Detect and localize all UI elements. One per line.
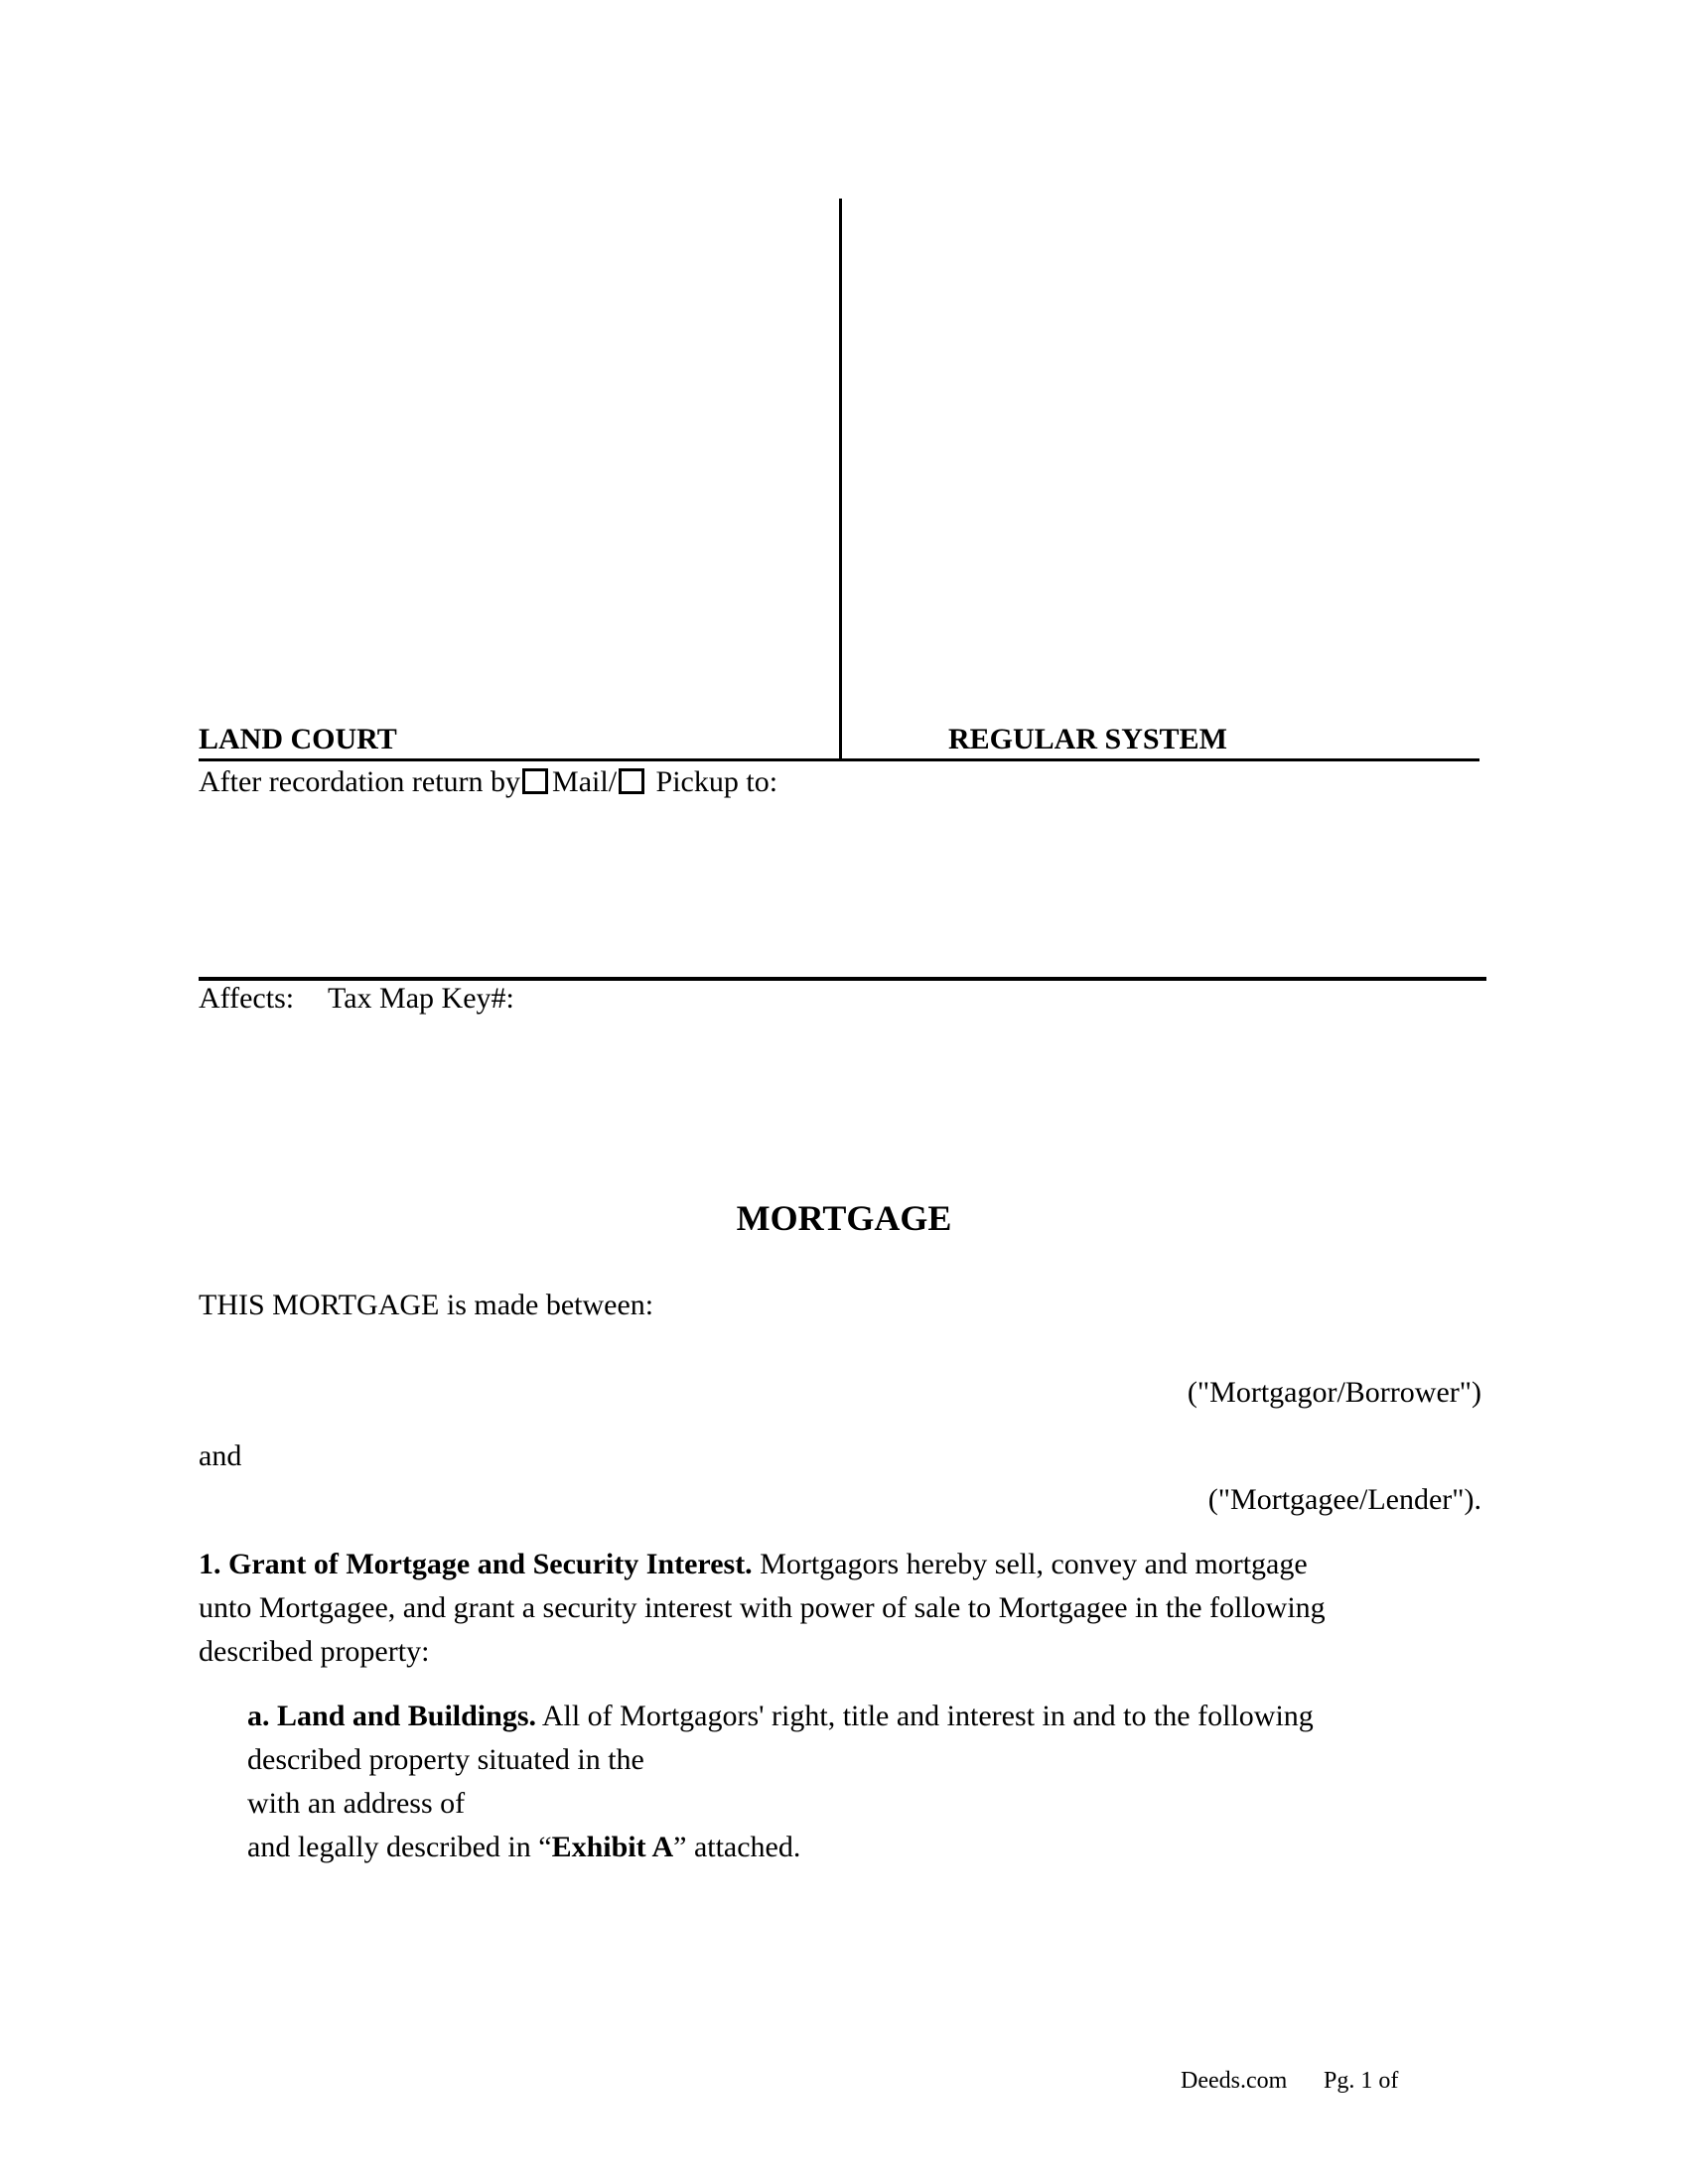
section-1-line-2: unto Mortgagee, and grant a security interest with power of sale to Mortgagee in the following [199, 1591, 1326, 1624]
header-divider-horizontal [199, 758, 1479, 761]
header-divider-vertical [839, 199, 842, 759]
mortgagee-role: ("Mortgagee/Lender"). [1207, 1483, 1481, 1516]
section-1a-line-1 [247, 1699, 1314, 1734]
section-1-text-1: Mortgagors hereby sell, convey and mortgage [752, 1548, 1308, 1580]
mail-checkbox[interactable] [522, 768, 548, 794]
section-1a-line-4-prefix: and legally described in “ [247, 1831, 552, 1863]
section-1-line-1 [199, 1547, 1308, 1582]
regular-system-label: REGULAR SYSTEM [948, 723, 1227, 755]
section-1-heading: 1. Grant of Mortgage and Security Interest. [199, 1548, 753, 1580]
section-1a-line-2: described property situated in the [247, 1743, 644, 1776]
footer-site: Deeds.com [1181, 2068, 1288, 2094]
section-1a-heading: a. Land and Buildings. [247, 1700, 536, 1732]
section-1a-line-4-suffix: ” attached. [673, 1831, 801, 1863]
affects-label: Affects: [199, 982, 295, 1015]
pickup-checkbox[interactable] [619, 768, 644, 794]
pickup-label: Pickup to: [655, 765, 778, 798]
return-prefix: After recordation return by [199, 765, 521, 798]
tax-map-key-label: Tax Map Key#: [328, 982, 514, 1015]
section-1a-line-4 [247, 1830, 800, 1865]
document-title: MORTGAGE [736, 1198, 952, 1238]
intro-text: THIS MORTGAGE is made between: [199, 1289, 654, 1321]
footer-page-number: Pg. 1 of [1324, 2068, 1399, 2094]
and-word: and [199, 1439, 242, 1472]
section-1a-text-1: All of Mortgagors' right, title and interest in and to the following [536, 1700, 1314, 1732]
exhibit-a-reference: Exhibit A [551, 1831, 674, 1863]
mortgagor-role: ("Mortgagor/Borrower") [1187, 1376, 1481, 1409]
section-1a-line-3: with an address of [247, 1787, 466, 1820]
return-instructions [199, 764, 777, 800]
mail-label: Mail/ [552, 765, 618, 798]
land-court-label: LAND COURT [199, 723, 397, 755]
section-1-line-3: described property: [199, 1635, 430, 1668]
